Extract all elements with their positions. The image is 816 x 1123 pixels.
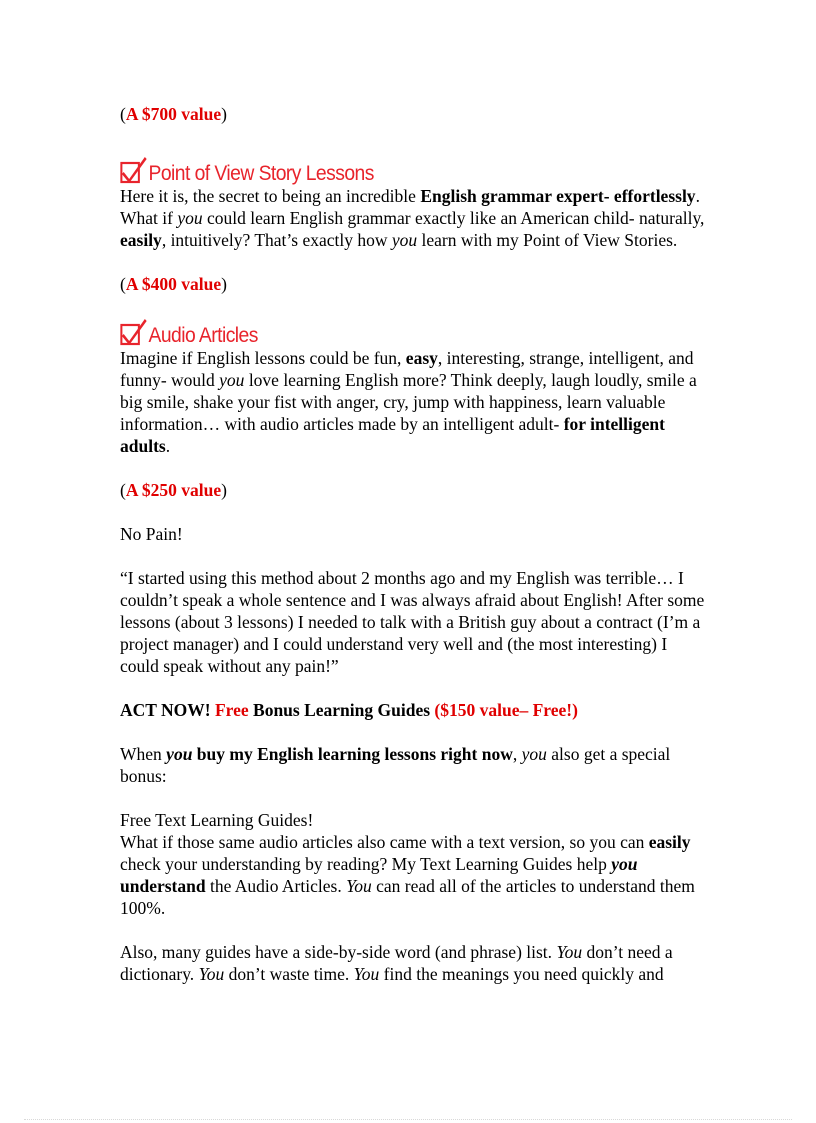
checkbox-check-icon xyxy=(120,155,148,185)
section-heading-audio-articles xyxy=(120,313,663,347)
point-of-view-paragraph: Here it is, the secret to being an incredible English grammar expert- effortlessly. What if you could learn English grammar exactly like an American child- naturally, easily, intuitively? That’s exactly how you learn with my Point of View Stories. xyxy=(120,186,705,250)
bonus-heading: ACT NOW! Free Bonus Learning Guides ($150 value– Free!) xyxy=(120,700,578,720)
testimonial-quote: “I started using this method about 2 months ago and my English was terrible… I couldn’t speak a whole sentence and I was always afraid about English! After some lessons (about 3 lessons) I needed to talk with a British guy about a contract (I’m a project manager) and I could understand very well and (the most interesting) I could speak without any pain!” xyxy=(120,568,705,676)
value-400: A $400 value xyxy=(125,274,222,294)
value-700: A $700 value xyxy=(125,104,222,124)
checkbox-check-icon xyxy=(120,317,148,347)
value-700-line: (A $700 value) xyxy=(120,104,227,124)
section-title: Audio Articles xyxy=(148,324,258,347)
page-bottom-divider xyxy=(24,1119,792,1120)
guides-title: Free Text Learning Guides! xyxy=(120,810,314,830)
value-250: A $250 value xyxy=(125,480,222,500)
document-body xyxy=(120,103,710,985)
guides-paragraph-2: Also, many guides have a side-by-side word (and phrase) list. You don’t need a dictionary. You don’t waste time. You find the meanings you need quickly and xyxy=(120,942,673,984)
value-250-line: (A $250 value) xyxy=(120,480,227,500)
value-400-line: (A $400 value) xyxy=(120,274,227,294)
audio-articles-paragraph: Imagine if English lessons could be fun, easy, interesting, strange, intelligent, and funny- would you love learning English more? Think deeply, laugh loudly, smile a big smile, shake your fist with anger, cry, jump with happiness, learn valuable information… with audio articles made by an intelligent adult- for intelligent adults. xyxy=(120,348,697,456)
section-title: Point of View Story Lessons xyxy=(148,162,374,185)
bonus-paragraph: When you buy my English learning lessons right now, you also get a special bonus: xyxy=(120,744,671,786)
guides-paragraph-1: What if those same audio articles also came with a text version, so you can easily check your understanding by reading? My Text Learning Guides help you understand the Audio Articles. You can read all of the articles to understand them 100%. xyxy=(120,832,695,918)
testimonial-title: No Pain! xyxy=(120,524,183,544)
section-heading-point-of-view xyxy=(120,151,663,185)
